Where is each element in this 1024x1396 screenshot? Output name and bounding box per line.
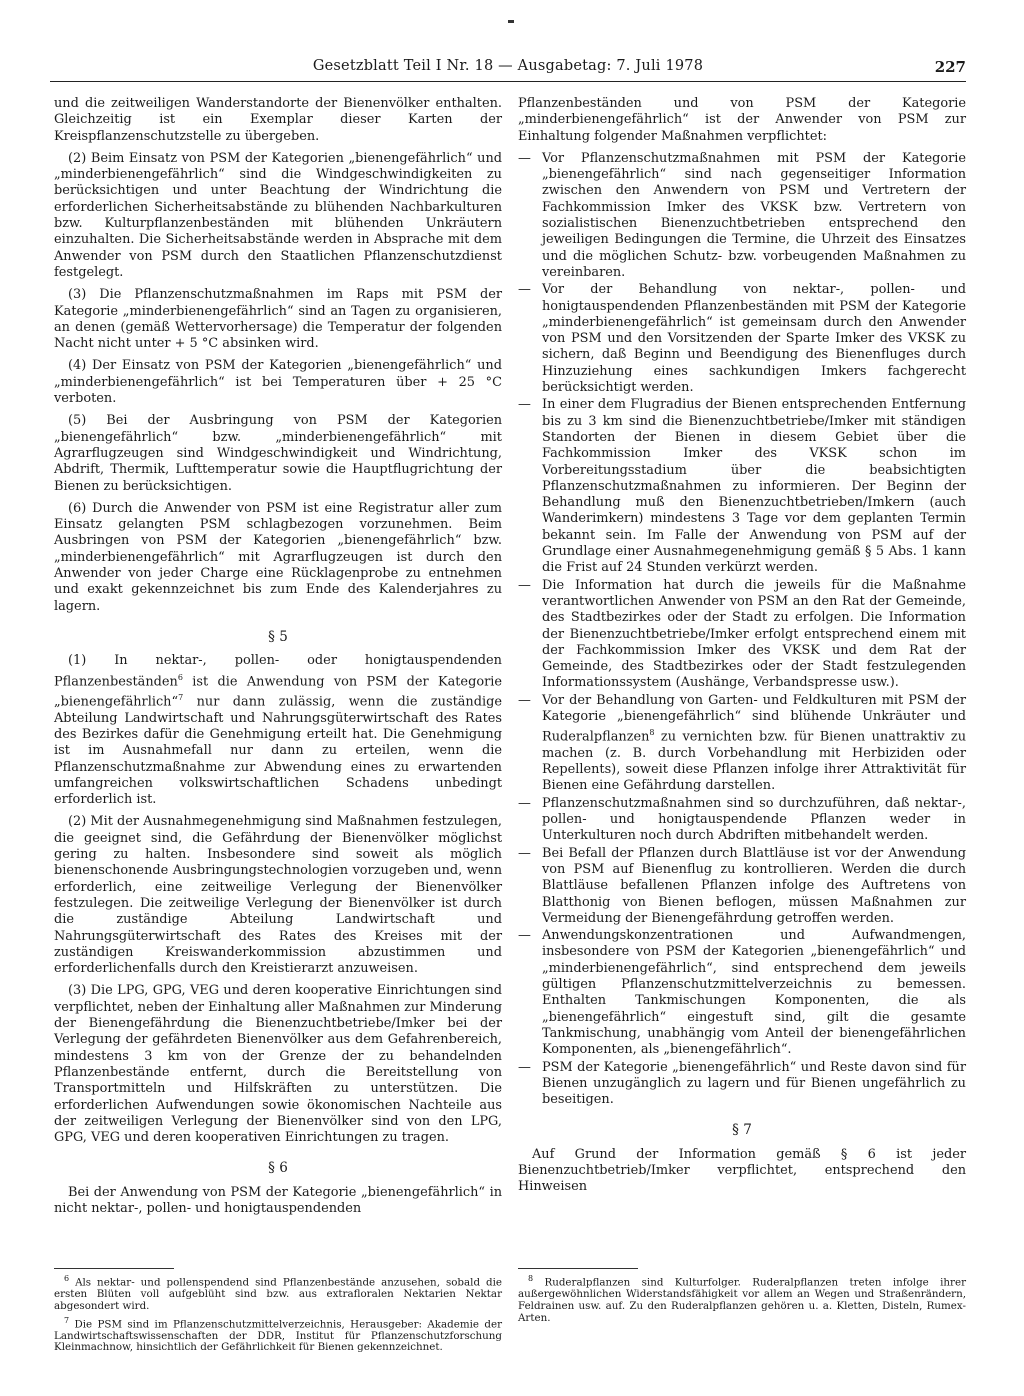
list-item bbox=[518, 1060, 966, 1109]
footnote-text: Als nektar- und pollenspendend sind Pflanzenbestände anzusehen, sobald die ersten Blüten voll aufgeblüht sind bzw. aus extrafloralen Nektarien Nektar abgesondert wird. bbox=[54, 1276, 502, 1312]
paragraph: (4) Der Einsatz von PSM der Kategorien „bienengefährlich“ und „minderbienengefährlich“ ist bei Temperaturen über + 25 °C verboten. bbox=[54, 358, 502, 407]
paragraph: (3) Die Pflanzenschutzmaßnahmen im Raps mit PSM der Kategorie „minderbienengefährlich“ sind an Tagen zu organisieren, an denen (gemäß Wettervorhersage) die Temperatur der folgenden Nacht nicht unter + 5 °C absinken wird. bbox=[54, 287, 502, 352]
dash-marker: — bbox=[518, 397, 531, 413]
dash-marker: — bbox=[518, 928, 531, 944]
list-item-text: zu vernichten bzw. für Bienen unattraktiv zu machen (z. B. durch Vorbehandlung mit Herbiziden oder Repellents), soweit diese Pflanzen infolge ihrer Attraktivität für Bienen eine Gefährdung darstellen. bbox=[542, 729, 966, 794]
list-item-text: Bei Befall der Pflanzen durch Blattläuse ist vor der Anwendung von PSM auf Bienenflug zu kontrollieren. Werden die durch Blattläuse befallenen Pflanzen infolge des Auftretens von Blatthonig von Bienen beflogen, müssen Maßnahmen zur Vermeidung der Bienengefährdung getroffen werden. bbox=[542, 845, 966, 926]
paragraph: (2) Mit der Ausnahmegenehmigung sind Maßnahmen festzulegen, die geeignet sind, die Gefährdung der Bienenvölker möglichst gering zu halten. Insbesondere sind soweit als möglich bienenschonende Ausbringungstechnologien vorzugeben und, wenn erforderlich, eine zeitweilige Verlegung der Bienenvölker festzulegen. Die zeitweilige Verlegung der Bienenvölker ist durch die zuständige Abteilung Landwirtschaft und Nahrungsgüterwirtschaft des Rates des Kreises mit der zuständigen Kreiswanderkommission abzustimmen und erforderlichenfalls durch den Kreistierarzt anzuweisen. bbox=[54, 814, 502, 977]
paragraph: (3) Die LPG, GPG, VEG und deren kooperative Einrichtungen sind verpflichtet, neben der Einhaltung aller Maßnahmen zur Minderung der Bienengefährdung die Bienenzuchtbetriebe/Imker bei der Verlegung der gefährdeten Bienenvölker aus dem Gefahrenbereich, mindestens 3 km von der Grenze der zu behandelnden Pflanzenbestände entfernt, durch die Bereitstellung von Transportmitteln und Hilfskräften zu unterstützen. Die erforderlichen Aufwendungen sowie ökonomischen Nachteile aus der zeitweiligen Verlegung der Bienenvölker sind von den LPG, GPG, VEG und deren kooperativen Einrichtungen zu tragen. bbox=[54, 983, 502, 1146]
footnote-text: Die PSM sind im Pflanzenschutzmittelverzeichnis, Herausgeber: Akademie der Landwirtschaftswissenschaften der DDR, Institut für Pflanzenschutzforschung Kleinmachnow, hinsichtlich der Gefährlichkeit für Bienen gekennzeichnet. bbox=[54, 1317, 502, 1354]
page-header bbox=[50, 58, 966, 82]
text-run: nur dann zulässig, wenn die zuständige Abteilung Landwirtschaft und Nahrungsgüterwirtschaft des Rates des Bezirkes dafür die Genehmigung erteilt hat. Die Genehmigung ist im Ausnahmefall nur dann zu erteilen, wenn die Pflanzenschutzmaßnahme zur Abwendung eines zu erwartenden umfangreichen volkswirtschaftlichen Schadens unbedingt erforderlich ist. bbox=[54, 694, 502, 808]
footnote-mark: 7 bbox=[64, 1315, 70, 1325]
list-item-text: Die Information hat durch die jeweils für die Maßnahme verantwortlichen Anwender von PSM an den Rat der Gemeinde, des Stadtbezirkes oder der Stadt zu erfolgen. Die Information der Bienenzuchtbetriebe/Imker erfolgt entsprechend einem mit der Fachkommission Imker des VKSK und dem Rat der Gemeinde, des Stadtbezirkes oder der Stadt festzulegenden Informationssystem (Aushänge, Verbandspresse usw.). bbox=[542, 577, 966, 691]
list-item bbox=[518, 796, 966, 845]
text-run: ist die Anwendung von PSM der Kategorie „bienengefährlich“ bbox=[54, 673, 502, 710]
list-item bbox=[518, 693, 966, 795]
list-item-text: Vor der Behandlung von Garten- und Feldkulturen mit PSM der Kategorie „bienengefährlich“ sind blühende Unkräuter und Ruderalpflanzen bbox=[542, 692, 966, 745]
list-item bbox=[518, 578, 966, 692]
footnote-ref: 7 bbox=[178, 693, 184, 703]
right-column bbox=[518, 96, 966, 1202]
paragraph bbox=[54, 653, 502, 808]
left-column bbox=[54, 96, 502, 1223]
footnote bbox=[54, 1315, 502, 1355]
list-item-text: Pflanzenschutzmaßnahmen sind so durchzuführen, daß nektar-, pollen- und honigtauspendende Pflanzen weder in Unterkulturen noch durch Abdriften mitbehandelt werden. bbox=[542, 795, 966, 844]
list-item bbox=[518, 151, 966, 281]
list-item bbox=[518, 282, 966, 396]
section-heading-7: § 7 bbox=[732, 1122, 752, 1139]
list-item bbox=[518, 397, 966, 576]
footnote bbox=[518, 1273, 966, 1324]
paragraph: und die zeitweiligen Wanderstandorte der Bienenvölker enthalten. Gleichzeitig ist ein Exemplar dieser Karten der Kreispflanzenschutzstelle zu übergeben. bbox=[54, 96, 502, 144]
section-heading-5: § 5 bbox=[268, 628, 288, 645]
list-item-text: Vor Pflanzenschutzmaßnahmen mit PSM der Kategorie „bienengefährlich“ sind nach gegenseitiger Information zwischen den Anwendern von PSM und Vertretern der Fachkommission Imker des VKSK bzw. Vertretern von sozialistischen Bienenzuchtbetrieben entsprechend den jeweiligen Bedingungen die Termine, die Uhrzeit des Einsatzes und die möglichen Schutz- bzw. vorbeugenden Maßnahmen zu vereinbaren. bbox=[542, 150, 966, 280]
footnotes-right bbox=[518, 1268, 966, 1326]
dash-marker: — bbox=[518, 845, 531, 861]
paragraph: Auf Grund der Information gemäß § 6 ist jeder Bienenzuchtbetrieb/Imker verpflichtet, entsprechend den Hinweisen bbox=[518, 1146, 966, 1195]
footnote bbox=[54, 1273, 502, 1313]
dash-marker: — bbox=[518, 692, 531, 708]
page-number: 227 bbox=[934, 58, 966, 76]
paragraph: (5) Bei der Ausbringung von PSM der Kategorien „bienengefährlich“ bzw. „minderbienengefährlich“ mit Agrarflugzeugen sind Windgeschwindigkeit und Windrichtung, Abdrift, Thermik, Lufttemperatur sowie die Hauptflugrichtung der Bienen zu berücksichtigen. bbox=[54, 413, 502, 494]
dash-marker: — bbox=[518, 282, 531, 298]
paragraph: (6) Durch die Anwender von PSM ist eine Registratur aller zum Einsatz gelangten PSM schlagbezogen vorzunehmen. Beim Ausbringen von PSM der Kategorien „bienengefährlich“ bzw. „minderbienengefährlich“ mit Agrarflugzeugen ist durch den Anwender von jeder Charge eine Rücklagenprobe zu entnehmen und exakt gekennzeichnet bis zum Ende des Kalenderjahres zu lagern. bbox=[54, 500, 502, 614]
print-mark bbox=[508, 20, 514, 23]
header-title: Gesetzblatt Teil I Nr. 18 — Ausgabetag: 7. Juli 1978 bbox=[312, 58, 704, 74]
footnote-mark: 6 bbox=[64, 1274, 70, 1283]
footnote-mark: 8 bbox=[528, 1274, 534, 1283]
section-heading-6: § 6 bbox=[268, 1160, 288, 1177]
list-item bbox=[518, 928, 966, 1058]
text-run: (1) In nektar-, pollen- oder honigtauspendenden Pflanzenbeständen bbox=[54, 653, 502, 689]
footnote-text: Ruderalpflanzen sind Kulturfolger. Ruderalpflanzen treten infolge ihrer außergewöhnlichen Widerstandsfähigkeit vor allem an Wegen und Straßenrändern, Feldrainen usw. auf. Zu den Ruderalpflanzen gehören u. a. Kletten, Disteln, Rumex-Arten. bbox=[518, 1276, 966, 1324]
paragraph: Bei der Anwendung von PSM der Kategorie „bienengefährlich“ in nicht nektar-, pollen- und honigtauspendenden bbox=[54, 1184, 502, 1216]
list-item bbox=[518, 846, 966, 927]
footnote-ref: 6 bbox=[177, 672, 183, 682]
footnotes-left bbox=[54, 1268, 502, 1356]
dash-marker: — bbox=[518, 795, 531, 811]
list-item-text: In einer dem Flugradius der Bienen entsprechenden Entfernung bis zu 3 km sind die Bienenzuchtbetriebe/Imker mit ständigen Standorten der Bienen in diesem Gebiet über die Fachkommission Imker des VKSK schon im Vorbereitungsstadium über die beabsichtigten Pflanzenschutzmaßnahmen zu informieren. Der Beginn der Behandlung muß den Bienenzuchtbetrieben/Imkern (auch Wanderimkern) mindestens 3 Tage vor dem geplanten Termin bekannt sein. Im Falle der Anwendung von PSM auf der Grundlage einer Ausnahmegenehmigung gemäß § 5 Abs. 1 kann die Frist auf 24 Stunden verkürzt werden. bbox=[542, 397, 966, 576]
list-item-text: Vor der Behandlung von nektar-, pollen- und honigtauspendenden Pflanzenbeständen mit PSM der Kategorie „minderbienengefährlich“ ist gemeinsam durch den Anwender von PSM und den Vorsitzenden der Sparte Imker des VKSK zu sichern, daß Beginn und Beendigung des Bienenfluges durch Hinzuziehung eines sachkundigen Imkers fachgerecht berücksichtigt werden. bbox=[542, 282, 966, 396]
header-rule bbox=[50, 81, 966, 82]
footnote-rule bbox=[54, 1268, 174, 1269]
list-item-text: Anwendungskonzentrationen und Aufwandmengen, insbesondere von PSM der Kategorien „bienengefährlich“ und „minderbienengefährlich“, sind entsprechend dem jeweils gültigen Pflanzenschutzmittelverzeichnis zu bemessen. Enthalten Tankmischungen Komponenten, die als „bienengefährlich“ eingestuft sind, gilt die gesamte Tankmischung, unabhängig vom Anteil der bienengefährlichen Komponenten, als „bienengefährlich“. bbox=[542, 928, 966, 1058]
footnote-rule bbox=[518, 1268, 638, 1269]
list-item-text: PSM der Kategorie „bienengefährlich“ und Reste davon sind für Bienen unzugänglich zu lagern und für Bienen ungefährlich zu beseitigen. bbox=[542, 1059, 966, 1108]
dash-marker: — bbox=[518, 150, 531, 166]
dash-marker: — bbox=[518, 577, 531, 593]
dash-marker: — bbox=[518, 1059, 531, 1075]
paragraph: Pflanzenbeständen und von PSM der Kategorie „minderbienengefährlich“ ist der Anwender von PSM zur Einhaltung folgender Maßnahmen verpflichtet: bbox=[518, 96, 966, 144]
paragraph: (2) Beim Einsatz von PSM der Kategorien „bienengefährlich“ und „minderbienengefährlich“ sind die Windgeschwindigkeiten zu berücksichtigen und unter Beachtung der Windrichtung die erforderlichen Sicherheitsabstände zu blühenden Nachbarkulturen bzw. Kulturpflanzenbeständen mit blühenden Unkräutern einzuhalten. Die Sicherheitsabstände werden in Absprache mit dem Anwender von PSM durch den Staatlichen Pflanzenschutzdienst festgelegt. bbox=[54, 150, 502, 280]
footnote-ref: 8 bbox=[649, 728, 655, 738]
